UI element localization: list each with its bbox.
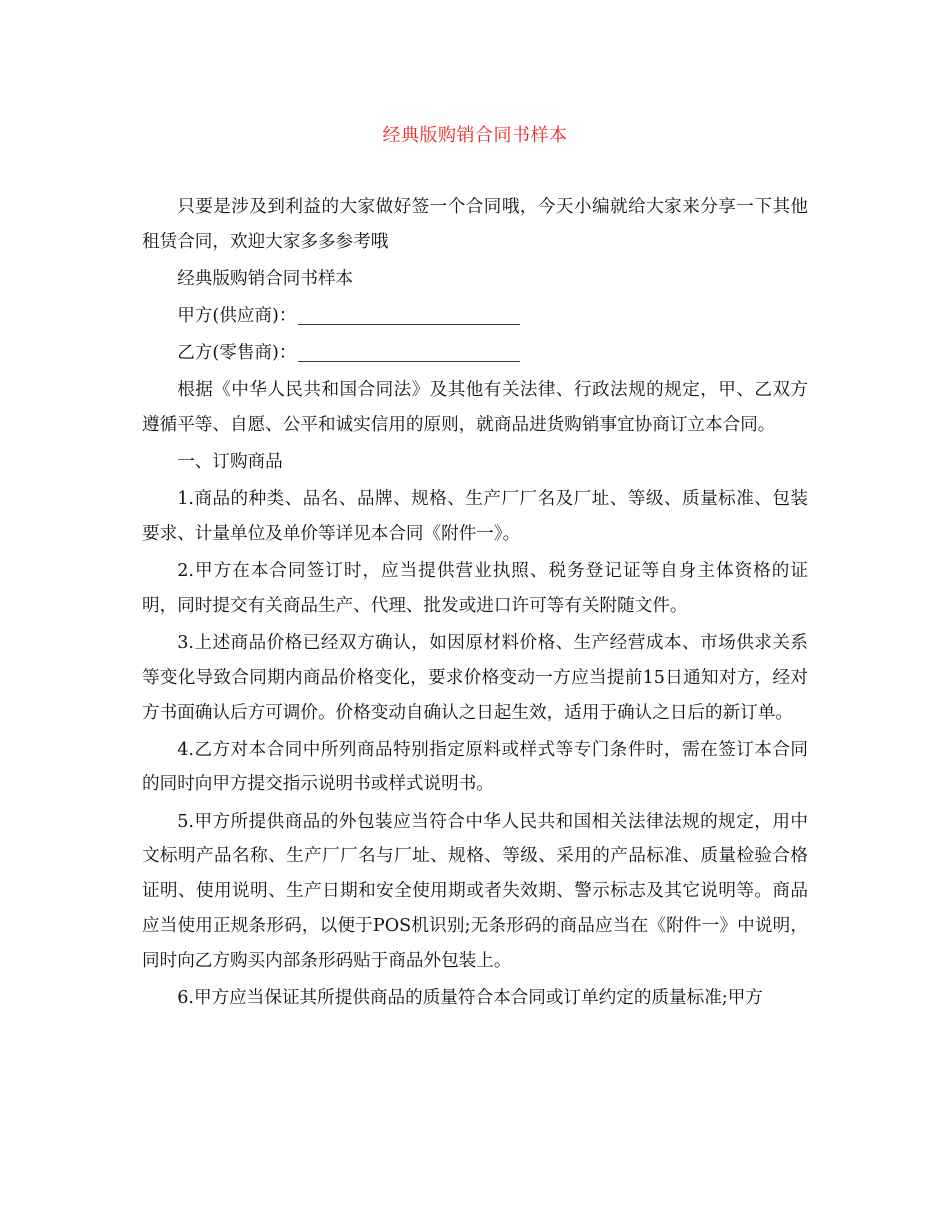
document-title: 经典版购销合同书样本 — [382, 125, 568, 146]
document-body — [142, 190, 808, 1018]
clause-3: 3.上述商品价格已经双方确认，如因原材料价格、生产经营成本、市场供求关系等变化导致合同期内商品价格变化，要求价格变动一方应当提前15日通知对方，经对方书面确认后方可调价。价格变动自确认之日起生效，适用于确认之日后的新订单。 — [142, 632, 808, 723]
section-heading: 一、订购商品 — [177, 452, 283, 473]
party-a-line — [142, 299, 808, 334]
clause-6: 6.甲方应当保证其所提供商品的质量符合本合同或订单约定的质量标准;甲方 — [177, 987, 763, 1008]
subtitle-paragraph: 经典版购销合同书样本 — [177, 268, 354, 289]
party-a-blank — [298, 306, 520, 325]
party-b-line — [142, 336, 808, 371]
party-b-label: 乙方(零售商)： — [177, 343, 297, 364]
party-b-blank — [298, 343, 520, 362]
clause-2: 2.甲方在本合同签订时，应当提供营业执照、税务登记证等自身主体资格的证明，同时提交有关商品生产、代理、批发或进口许可等有关附随文件。 — [142, 561, 808, 616]
clause-1: 1.商品的种类、品名、品牌、规格、生产厂厂名及厂址、等级、质量标准、包装要求、计量单位及单价等详见本合同《附件一》。 — [142, 489, 808, 544]
clause-5: 5.甲方所提供商品的外包装应当符合中华人民共和国相关法律法规的规定，用中文标明产品名称、生产厂厂名与厂址、规格、等级、采用的产品标准、质量检验合格证明、使用说明、生产日期和安全使用期或者失效期、警示标志及其它说明等。商品应当使用正规条形码，以便于POS机识别;无条形码的商品应当在《附件一》中说明，同时向乙方购买内部条形码贴于商品外包装上。 — [142, 811, 808, 971]
party-a-label: 甲方(供应商)： — [177, 305, 297, 326]
preamble-paragraph: 根据《中华人民共和国合同法》及其他有关法律、行政法规的规定，甲、乙双方遵循平等、自愿、公平和诚实信用的原则，就商品进货购销事宜协商订立本合同。 — [142, 380, 808, 435]
intro-paragraph: 只要是涉及到利益的大家做好签一个合同哦，今天小编就给大家来分享一下其他租赁合同，欢迎大家多多参考哦 — [142, 197, 808, 252]
clause-4: 4.乙方对本合同中所列商品特别指定原料或样式等专门条件时，需在签订本合同的同时向甲方提交指示说明书或样式说明书。 — [142, 739, 808, 795]
